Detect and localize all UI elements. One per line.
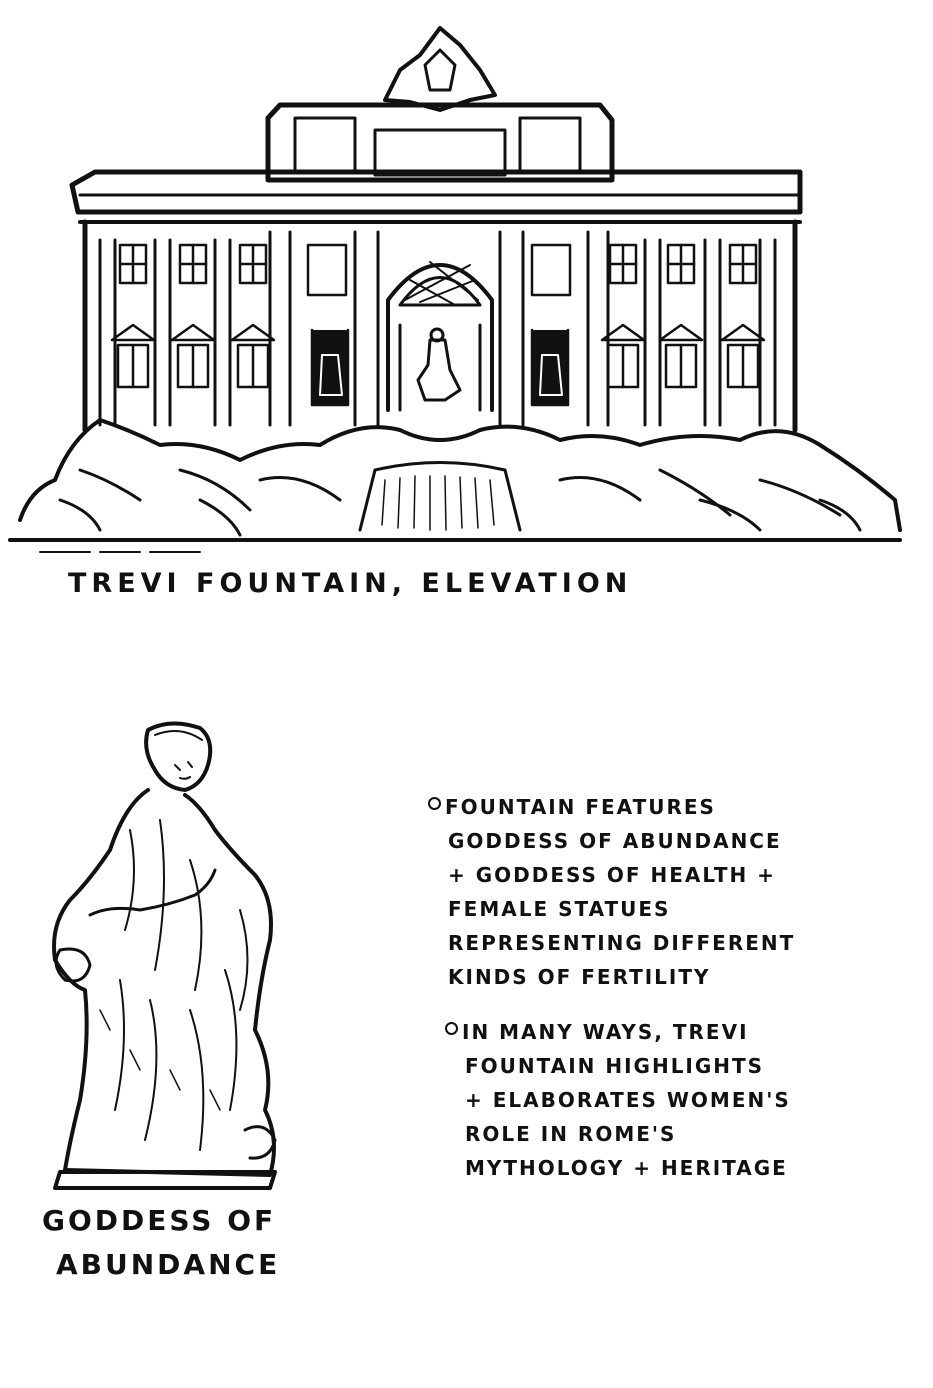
note-line: GODDESS OF ABUNDANCE xyxy=(448,829,782,853)
fountain-caption: TREVI FOUNTAIN, ELEVATION xyxy=(68,568,633,599)
statue-caption-line-1: GODDESS OF xyxy=(42,1204,277,1237)
note-line: KINDS OF FERTILITY xyxy=(448,965,711,989)
note-line: FEMALE STATUES xyxy=(448,897,671,921)
note-line: IN MANY WAYS, TREVI xyxy=(445,1015,791,1049)
statue-caption-line-2: ABUNDANCE xyxy=(56,1248,281,1281)
trevi-fountain-elevation-drawing xyxy=(0,0,933,565)
note-line: ROLE IN ROME'S xyxy=(465,1122,677,1146)
note-line: FOUNTAIN FEATURES xyxy=(428,790,795,824)
note-line: MYTHOLOGY + HERITAGE xyxy=(465,1156,788,1180)
note-line: + GODDESS OF HEALTH + xyxy=(448,863,776,887)
bullet-icon xyxy=(428,797,441,810)
note-line: REPRESENTING DIFFERENT xyxy=(448,931,796,955)
note-fountain-features xyxy=(428,790,795,994)
note-womens-role xyxy=(445,1015,791,1185)
note-line: + ELABORATES WOMEN'S xyxy=(465,1088,791,1112)
note-line: FOUNTAIN HIGHLIGHTS xyxy=(465,1054,765,1078)
bullet-icon xyxy=(445,1022,458,1035)
goddess-of-abundance-statue-drawing xyxy=(30,710,300,1200)
